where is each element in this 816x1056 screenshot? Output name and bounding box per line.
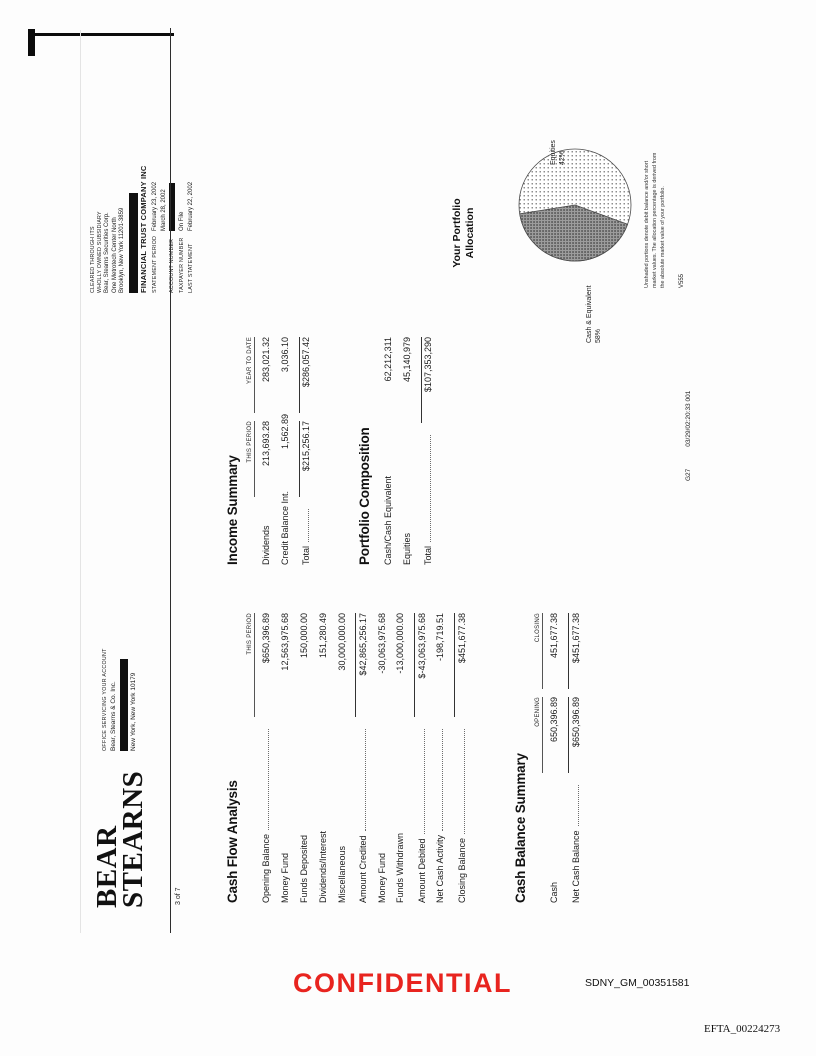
table-row [417, 337, 438, 565]
header-divider [170, 28, 171, 933]
portfolio-allocation-pie-chart [515, 145, 635, 265]
col-header-year-to-date: YEAR TO DATE [247, 337, 255, 413]
taxpayer-number-value: On File [178, 211, 185, 231]
equities-percentage: 42% [559, 150, 567, 165]
statement-period-start: February 23, 2002 [151, 181, 158, 231]
row-label: Total [423, 545, 434, 565]
row-label: Funds Withdrawn [395, 832, 406, 903]
row-value: 1,562.89 [280, 413, 291, 450]
statement-document [85, 28, 715, 933]
row-label: Cash/Cash Equivalent [383, 475, 394, 565]
dotted-leader [578, 785, 579, 826]
row-label: Dividends [261, 525, 272, 565]
row-value: $286,057.42 [299, 337, 312, 413]
redaction-bar [120, 659, 128, 751]
row-label: Money Fund [376, 852, 387, 903]
row-value: 12,563,975.68 [280, 613, 291, 671]
row-value: 283,021.32 [261, 337, 272, 383]
row-value: 3,036.10 [280, 337, 291, 373]
col-header-this-period: THIS PERIOD [247, 613, 255, 717]
col-header-opening: OPENING [535, 697, 543, 773]
cleared-through-label-2: WHOLLY OWNED SUBSIDIARY [96, 211, 103, 293]
row-value: -13,000,000.00 [395, 613, 406, 674]
table-row [276, 337, 295, 565]
cash-balance-summary-section [513, 613, 585, 903]
equities-label: Equities [550, 140, 557, 165]
table-row [410, 613, 431, 903]
row-value: $650,396.89 [568, 697, 581, 773]
row-value: 150,000.00 [298, 613, 309, 659]
allocation-title-line-2: Allocation [464, 207, 477, 259]
cleared-address-1: Bear, Stearns Securities Corp. [103, 212, 110, 293]
row-label: Amount Credited [357, 835, 368, 903]
row-label: Credit Balance Int. [280, 490, 291, 565]
dotted-leader [430, 435, 431, 542]
income-summary-section [225, 337, 316, 565]
col-header-closing: CLOSING [535, 613, 543, 689]
table-row [431, 613, 450, 903]
row-label: Total [301, 545, 312, 565]
dotted-leader [268, 729, 269, 830]
column-headers [247, 337, 255, 565]
paper-edge-line [80, 30, 81, 933]
table-row [398, 337, 417, 565]
print-code-line [685, 391, 692, 481]
cash-balance-table [545, 613, 585, 903]
table-row [379, 337, 398, 565]
cash-flow-table [257, 613, 471, 903]
row-value: 451,677.38 [549, 613, 560, 659]
row-value: -198,719.51 [435, 613, 446, 662]
logo-line-2: STEARNS [116, 770, 149, 908]
row-label: Net Cash Balance [570, 830, 581, 903]
account-number-label: ACCOUNT NUMBER [169, 238, 176, 293]
statement-period-label: STATEMENT PERIOD [151, 235, 158, 293]
column-headers [247, 613, 255, 903]
cleared-through-label-1: CLEARED THROUGH ITS [90, 226, 96, 293]
office-servicing-label: OFFICE SERVICING YOUR ACCOUNT [102, 648, 108, 751]
table-row [351, 613, 372, 903]
last-statement-label: LAST STATEMENT [187, 243, 194, 293]
column-headers [535, 613, 543, 903]
row-label: Dividends/Interest [317, 830, 328, 903]
row-value: -30,063,975.68 [376, 613, 387, 674]
row-label: Closing Balance [456, 837, 467, 903]
row-label: Amount Debited [416, 838, 427, 903]
row-value: 650,396.89 [549, 697, 560, 743]
office-line-1: Bear, Stearns & Co. Inc. [110, 681, 118, 751]
pie-label-cash-equivalent [585, 265, 604, 343]
cleared-address-2: One Metrotech Center North [111, 217, 118, 293]
table-row [332, 613, 351, 903]
cash-equivalent-label: Cash & Equivalent [586, 285, 593, 343]
cleared-address-3: Brooklyn, New York 11201-3859 [119, 207, 126, 293]
row-label: Cash [549, 881, 560, 903]
cash-flow-analysis-section [225, 613, 471, 903]
logo-line-1: BEAR [91, 825, 123, 908]
allocation-title [451, 175, 477, 291]
section-title: Cash Flow Analysis [225, 780, 240, 903]
allocation-disclaimer: Unshaded portions denote debit balance and/or short market values. The allocation percentage is derived from the absolute market value of your portfolio. [644, 152, 667, 288]
row-value: $451,677.38 [454, 613, 467, 717]
account-holder-name: FINANCIAL TRUST COMPANY INC [139, 165, 149, 293]
bear-stearns-logo [91, 770, 149, 908]
portfolio-composition-section [357, 337, 438, 565]
portfolio-table [379, 337, 438, 565]
table-row [564, 613, 585, 903]
row-value: $650,396.89 [261, 613, 272, 664]
confidential-stamp: CONFIDENTIAL [293, 968, 512, 998]
section-title: Income Summary [225, 455, 240, 565]
print-code-left: G27 [685, 468, 692, 481]
allocation-title-line-1: Your Portfolio [451, 198, 463, 268]
table-row [257, 613, 276, 903]
row-value: $42,865,256.17 [355, 613, 368, 717]
dotted-leader [464, 729, 465, 834]
table-row [391, 613, 410, 903]
office-line-3: New York, New York 10179 [130, 672, 138, 751]
row-label: Opening Balance [261, 833, 272, 903]
page-indicator: 3 of 7 [175, 887, 182, 905]
section-title: Portfolio Composition [357, 427, 372, 565]
form-code: V555 [679, 273, 685, 288]
dotted-leader [424, 729, 425, 834]
row-value: 62,212,311 [383, 337, 394, 382]
row-label: Funds Deposited [298, 834, 309, 903]
table-row [276, 613, 295, 903]
row-value: $-43,063,975.68 [414, 613, 427, 717]
pie-label-equities [549, 140, 568, 165]
row-label: Net Cash Activity [435, 834, 446, 903]
table-row [372, 613, 391, 903]
print-timestamp: 03/29/02:20:33 001 [685, 390, 692, 447]
table-row [257, 337, 276, 565]
row-value: 151,280.49 [317, 613, 328, 659]
office-servicing-block [101, 648, 139, 751]
last-statement-value: February 22, 2002 [187, 181, 194, 231]
row-value: $215,256.17 [299, 421, 312, 497]
row-label: Equities [402, 532, 413, 565]
statement-period-end: March 28, 2002 [160, 189, 167, 231]
row-value: 30,000,000.00 [336, 613, 347, 671]
bates-number-efta: EFTA_00224273 [704, 1023, 781, 1035]
income-table [257, 337, 316, 565]
row-value: $107,353,290 [421, 337, 434, 423]
table-row [313, 613, 332, 903]
row-value: $451,677.38 [568, 613, 581, 689]
row-label: Money Fund [280, 852, 291, 903]
dotted-leader [365, 729, 366, 831]
table-row [450, 613, 471, 903]
statement-header-block [90, 38, 195, 293]
statement-period-spacer [161, 231, 169, 293]
taxpayer-number-label: TAXPAYER NUMBER [178, 237, 185, 293]
table-row [545, 613, 564, 903]
row-value: 213,693.28 [261, 421, 272, 467]
row-value: 45,140,979 [402, 337, 413, 383]
dotted-leader [442, 729, 443, 831]
cash-equivalent-percentage: 58% [595, 328, 603, 343]
table-row [295, 337, 316, 565]
col-header-this-period: THIS PERIOD [247, 421, 255, 497]
statement-meta [152, 38, 196, 293]
table-row [295, 613, 314, 903]
redaction-bar [129, 193, 138, 293]
row-label: Miscellaneous [336, 845, 347, 903]
bates-number-sdny: SDNY_GM_00351581 [585, 977, 690, 989]
section-title: Cash Balance Summary [513, 753, 528, 903]
dotted-leader [308, 509, 309, 542]
